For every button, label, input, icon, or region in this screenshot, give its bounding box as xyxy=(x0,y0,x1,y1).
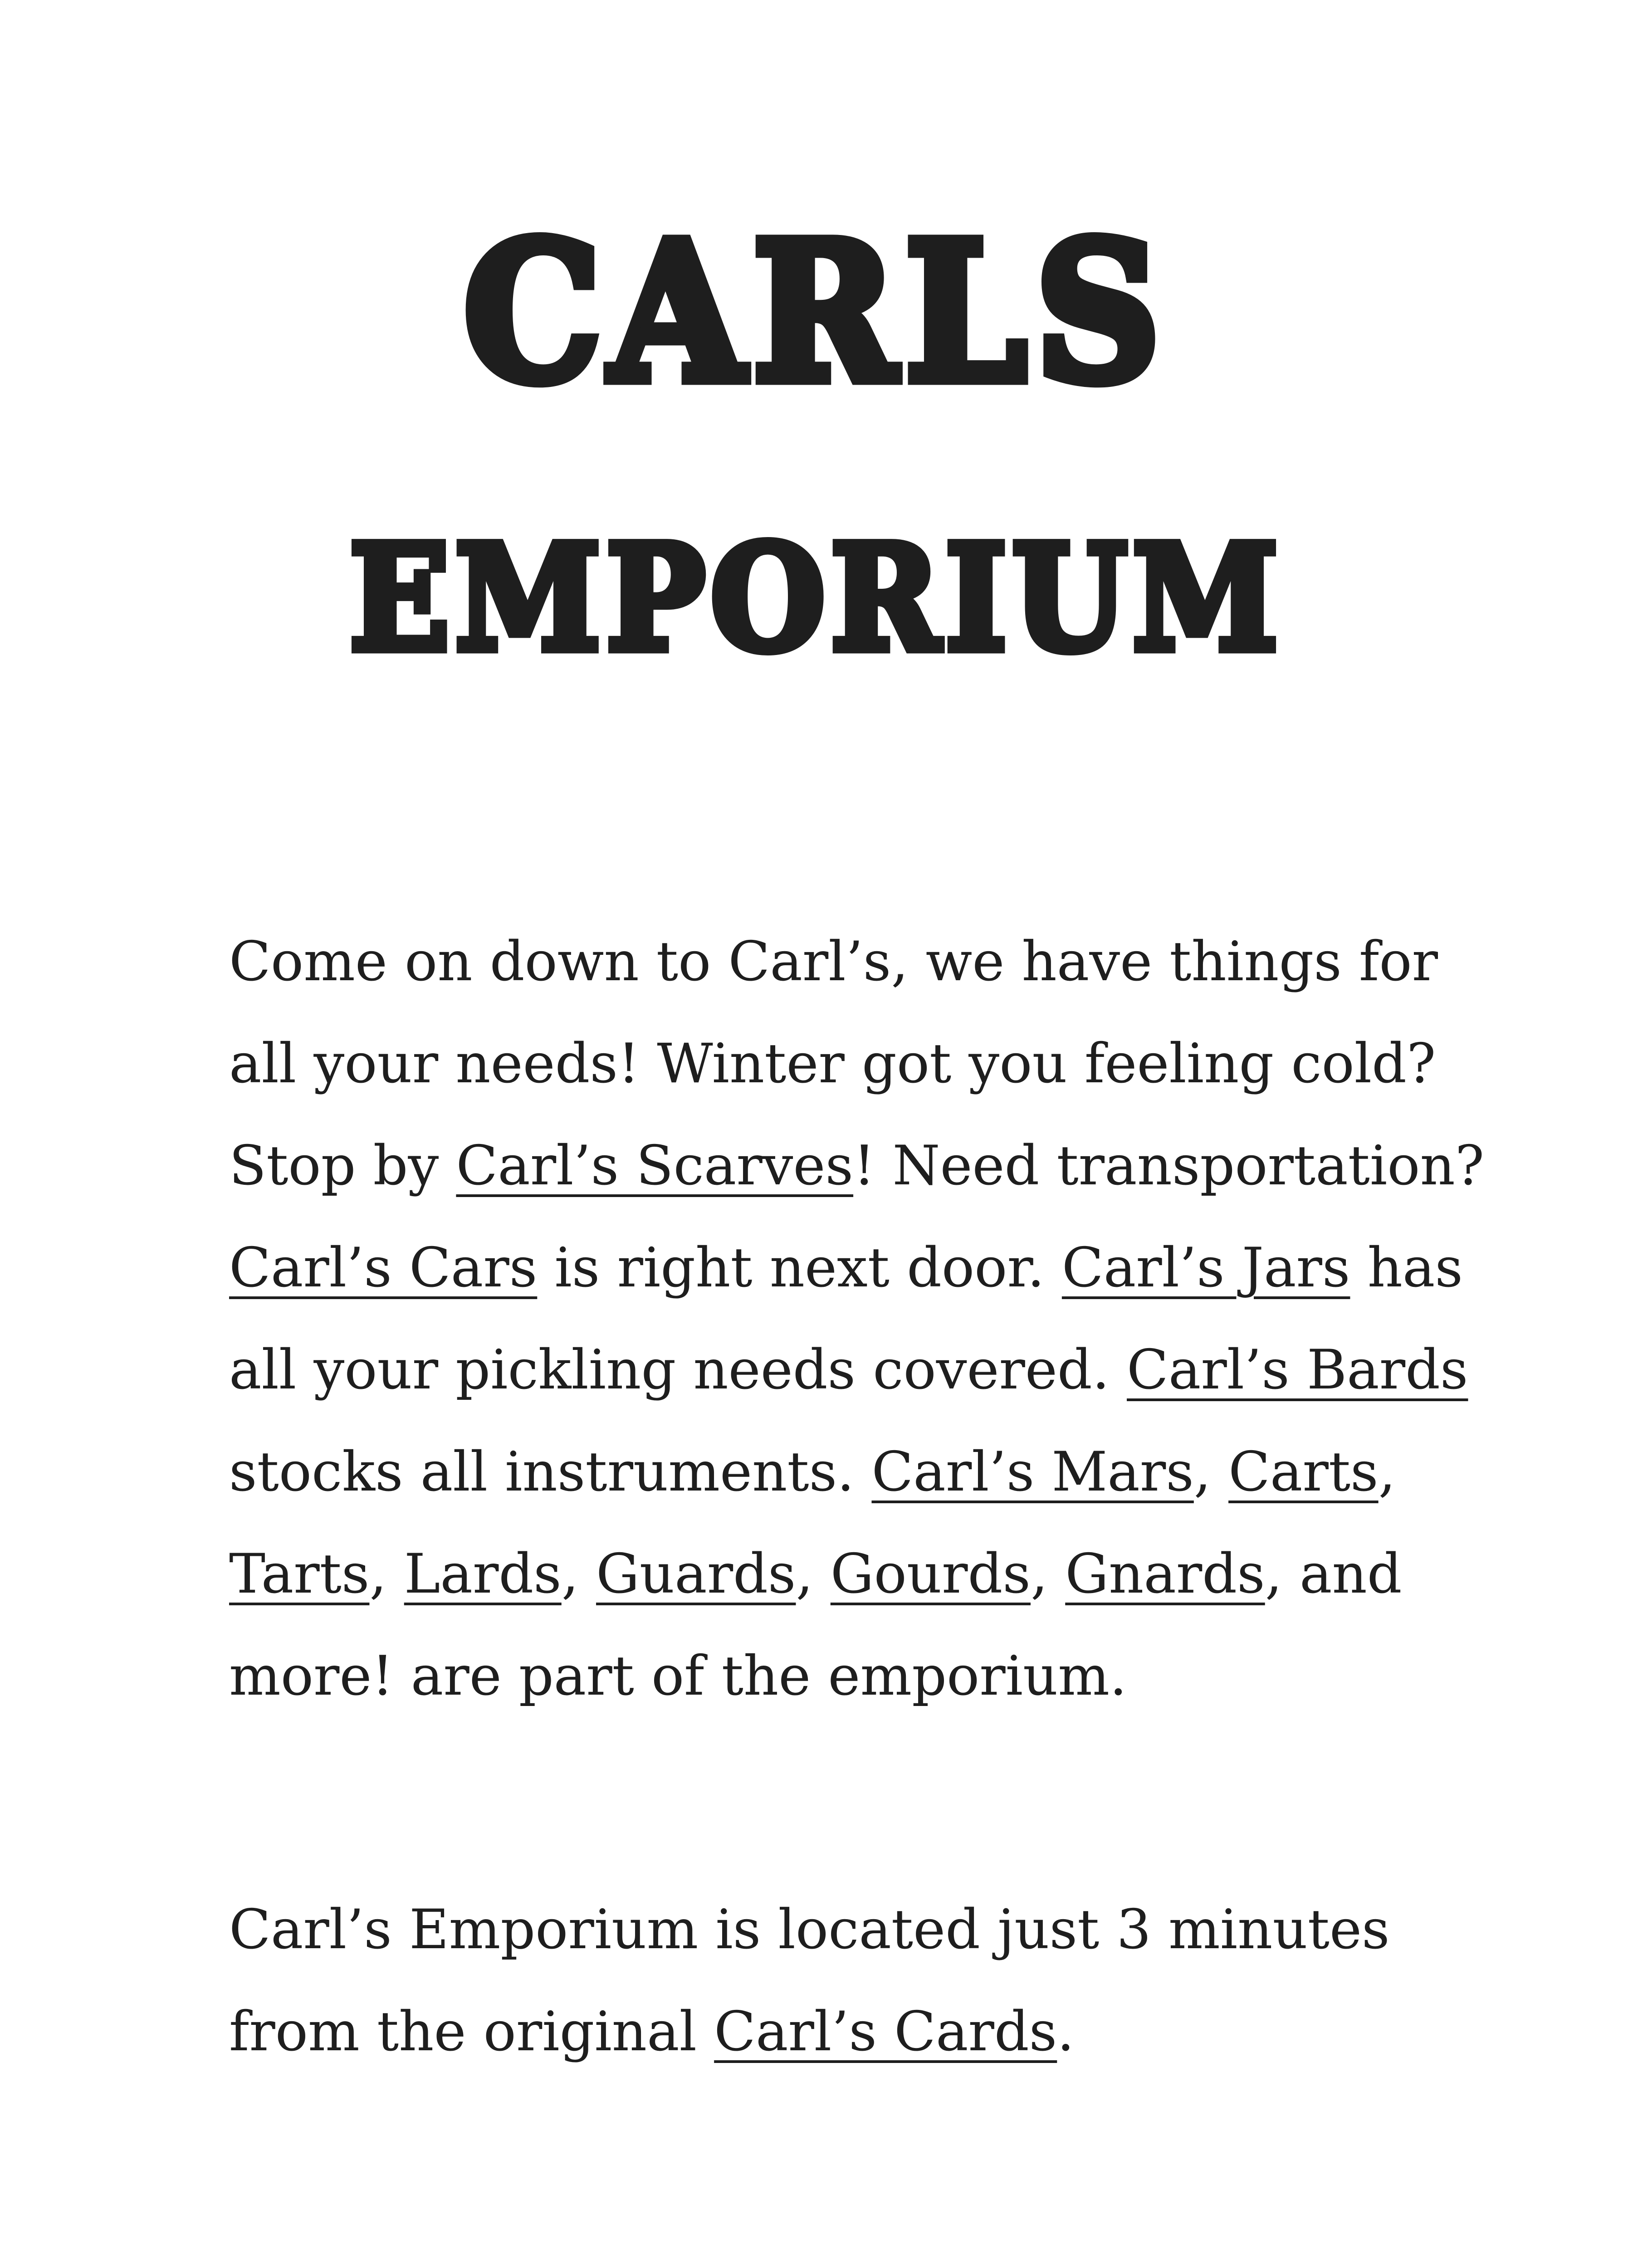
paragraph-line xyxy=(229,911,1445,1013)
link-tarts[interactable]: Tarts xyxy=(229,1543,370,1606)
page-subtitle: EMPORIUM xyxy=(349,513,1284,684)
link-carls-bards[interactable]: Carl’s Bards xyxy=(1127,1339,1468,1402)
link-carls-scarves[interactable]: Carl’s Scarves xyxy=(456,1134,854,1198)
body-text: , xyxy=(1030,1543,1066,1606)
body-text: has xyxy=(1350,1237,1463,1300)
link-gourds[interactable]: Gourds xyxy=(830,1543,1031,1606)
paragraph-line xyxy=(229,1421,1445,1523)
page-title: CARLS xyxy=(464,200,1169,424)
paragraph-line xyxy=(229,1981,1445,2083)
body-text: ! Need transportation? xyxy=(853,1134,1485,1198)
body-text: from the original xyxy=(229,2000,714,2063)
link-carls-cards[interactable]: Carl’s Cards xyxy=(714,2000,1057,2063)
body-text: all your needs! Winter got you feeling cold? xyxy=(229,1032,1436,1095)
paragraph-line xyxy=(229,1217,1463,1319)
link-carts[interactable]: Carts xyxy=(1228,1441,1379,1504)
link-carls-cars[interactable]: Carl’s Cars xyxy=(229,1237,538,1300)
link-gnards[interactable]: Gnards xyxy=(1065,1543,1265,1606)
link-guards[interactable]: Guards xyxy=(596,1543,796,1606)
body-text: Carl’s Emporium is located just 3 minutes xyxy=(229,1898,1390,1961)
link-carls-mars[interactable]: Carl’s Mars xyxy=(871,1441,1194,1504)
body-text: . xyxy=(1057,2000,1075,2063)
intro-paragraph xyxy=(229,911,1485,1727)
body-text: Come on down to Carl’s, we have things for xyxy=(229,930,1438,993)
body-text: , xyxy=(369,1543,404,1606)
body-text: , xyxy=(796,1543,831,1606)
paragraph-line xyxy=(229,1115,1485,1217)
paragraph-line xyxy=(229,1013,1445,1115)
body-text: is right next door. xyxy=(537,1237,1062,1300)
paragraph-line xyxy=(229,1523,1445,1625)
body-text: all your pickling needs covered. xyxy=(229,1339,1127,1402)
link-lards[interactable]: Lards xyxy=(404,1543,562,1606)
body-text: , xyxy=(1193,1441,1229,1504)
body-text: , xyxy=(561,1543,596,1606)
paragraph-line xyxy=(229,1319,1468,1421)
link-carls-jars[interactable]: Carl’s Jars xyxy=(1061,1237,1350,1300)
body-text: , and xyxy=(1265,1543,1402,1606)
paragraph-line xyxy=(229,1879,1445,1981)
body-text: Stop by xyxy=(229,1134,456,1198)
body-text: , xyxy=(1378,1441,1396,1504)
body-text: stocks all instruments. xyxy=(229,1441,872,1504)
location-paragraph xyxy=(229,1879,1445,2083)
body-text: more! are part of the emporium. xyxy=(229,1645,1127,1708)
paragraph-line xyxy=(229,1625,1445,1727)
